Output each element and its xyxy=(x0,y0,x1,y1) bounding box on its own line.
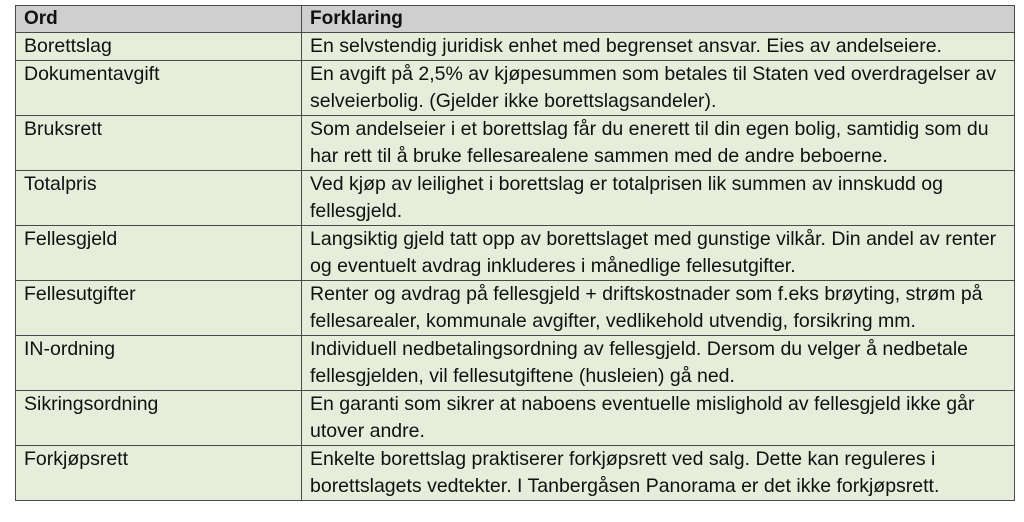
header-row xyxy=(16,6,1015,33)
header-term: Ord xyxy=(16,6,302,33)
definition-cell: Ved kjøp av leilighet i borettslag er totalprisen lik summen av innskudd og fellesgjeld. xyxy=(302,171,1015,226)
definition-cell: Som andelseier i et borettslag får du enerett til din egen bolig, samtidig som du har rett til å bruke fellesarealene sammen med de andre beboerne. xyxy=(302,116,1015,171)
table-row xyxy=(16,33,1015,61)
table-row xyxy=(16,61,1015,116)
term-cell: Sikringsordning xyxy=(16,391,302,446)
header-definition: Forklaring xyxy=(302,6,1015,33)
term-cell: Fellesgjeld xyxy=(16,226,302,281)
definition-cell: Langsiktig gjeld tatt opp av borettslaget med gunstige vilkår. Din andel av renter og eventuelt avdrag inkluderes i månedlige fellesutgifter. xyxy=(302,226,1015,281)
term-cell: Totalpris xyxy=(16,171,302,226)
table-row xyxy=(16,116,1015,171)
table-row xyxy=(16,391,1015,446)
table-row xyxy=(16,336,1015,391)
table-row xyxy=(16,446,1015,501)
term-cell: Borettslag xyxy=(16,33,302,61)
term-cell: IN-ordning xyxy=(16,336,302,391)
definition-cell: Individuell nedbetalingsordning av fellesgjeld. Dersom du velger å nedbetale fellesgjelden, vil fellesutgiftene (husleien) gå ned. xyxy=(302,336,1015,391)
definition-cell: En selvstendig juridisk enhet med begrenset ansvar. Eies av andelseiere. xyxy=(302,33,1015,61)
term-cell: Bruksrett xyxy=(16,116,302,171)
definition-cell: Renter og avdrag på fellesgjeld + driftskostnader som f.eks brøyting, strøm på fellesarealer, kommunale avgifter, vedlikehold utvendig, forsikring mm. xyxy=(302,281,1015,336)
term-cell: Forkjøpsrett xyxy=(16,446,302,501)
definition-cell: En avgift på 2,5% av kjøpesummen som betales til Staten ved overdragelser av selveierbolig. (Gjelder ikke borettslagsandeler). xyxy=(302,61,1015,116)
term-cell: Dokumentavgift xyxy=(16,61,302,116)
term-cell: Fellesutgifter xyxy=(16,281,302,336)
definition-cell: Enkelte borettslag praktiserer forkjøpsrett ved salg. Dette kan reguleres i borettslagets vedtekter. I Tanbergåsen Panorama er det ikke forkjøpsrett. xyxy=(302,446,1015,501)
table-row xyxy=(16,281,1015,336)
glossary-wrapper xyxy=(15,5,1014,501)
table-row xyxy=(16,171,1015,226)
definition-cell: En garanti som sikrer at naboens eventuelle mislighold av fellesgjeld ikke går utover andre. xyxy=(302,391,1015,446)
table-row xyxy=(16,226,1015,281)
glossary-table xyxy=(15,5,1015,501)
